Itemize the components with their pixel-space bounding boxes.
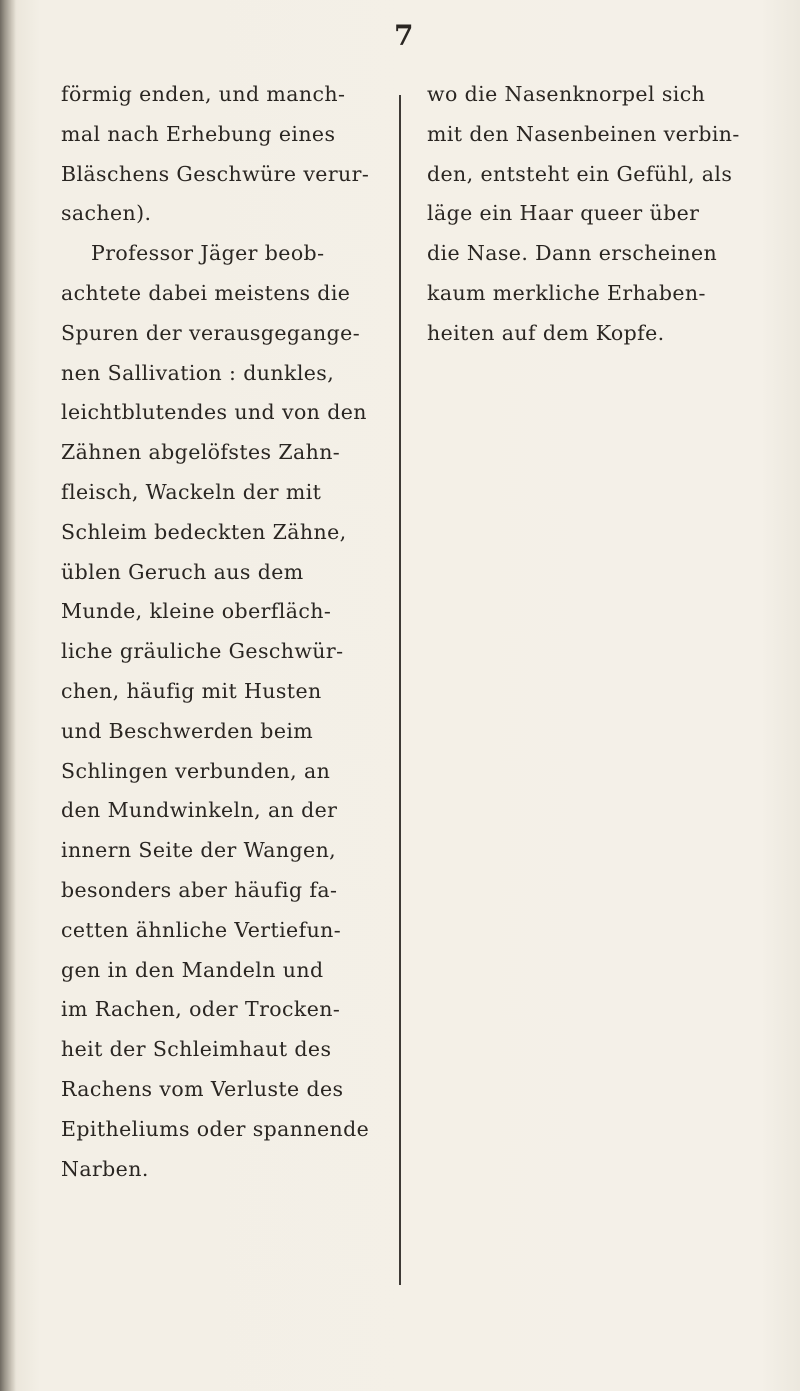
text-line: mal nach Erhebung eines [61, 121, 336, 146]
text-line: sachen). [61, 201, 152, 226]
text-line: Zähnen abgelöfstes Zahn- [61, 440, 341, 465]
text-line: Bläschens Geschwüre verur- [61, 161, 370, 186]
text-line: den, entsteht ein Gefühl, als [427, 161, 733, 186]
text-line: heiten auf dem Kopfe. [427, 320, 665, 345]
text-line: förmig enden, und manch- [61, 82, 346, 106]
text-line: Epitheliums oder spannende [61, 1116, 370, 1141]
text-line: liche gräuliche Geschwür- [61, 639, 344, 664]
text-line: heit der Schleimhaut des [61, 1037, 332, 1062]
text-line: kaum merkliche Erhaben- [427, 280, 706, 305]
text-line: Spuren der verausgegange- [61, 320, 361, 345]
text-line: Munde, kleine oberfläch- [61, 599, 332, 624]
text-line: cetten ähnliche Vertiefun- [61, 917, 342, 942]
text-line: Narben. [61, 1156, 149, 1181]
page-number: 7 [394, 19, 414, 52]
text-line: Professor Jäger beob- [91, 241, 325, 266]
text-line: leichtblutendes und von den [61, 400, 367, 425]
text-line: üblen Geruch aus dem [61, 559, 304, 584]
left-text-column [61, 75, 381, 1189]
text-line: Schlingen verbunden, an [61, 758, 331, 783]
text-line: im Rachen, oder Trocken- [61, 997, 341, 1022]
text-line: fleisch, Wackeln der mit [61, 479, 322, 504]
text-line: innern Seite der Wangen, [61, 838, 337, 863]
text-line: nen Sallivation : dunkles, [61, 360, 335, 385]
text-line: mit den Nasenbeinen verbin- [427, 121, 740, 146]
text-line: besonders aber häufig fa- [61, 877, 338, 902]
right-text-column [427, 75, 747, 354]
column-divider [399, 95, 401, 1285]
text-line: die Nase. Dann erscheinen [427, 241, 718, 266]
text-line: Rachens vom Verluste des [61, 1076, 344, 1101]
text-line: chen, häufig mit Husten [61, 678, 322, 703]
text-line: gen in den Mandeln und [61, 957, 324, 982]
text-line: wo die Nasenknorpel sich [427, 82, 706, 106]
text-line: läge ein Haar queer über [427, 201, 700, 226]
text-line: achtete dabei meistens die [61, 280, 351, 305]
text-line: Schleim bedeckten Zähne, [61, 519, 347, 544]
text-line: den Mundwinkeln, an der [61, 798, 338, 823]
page-binding-shadow [0, 0, 16, 1391]
text-line: und Beschwerden beim [61, 718, 314, 743]
